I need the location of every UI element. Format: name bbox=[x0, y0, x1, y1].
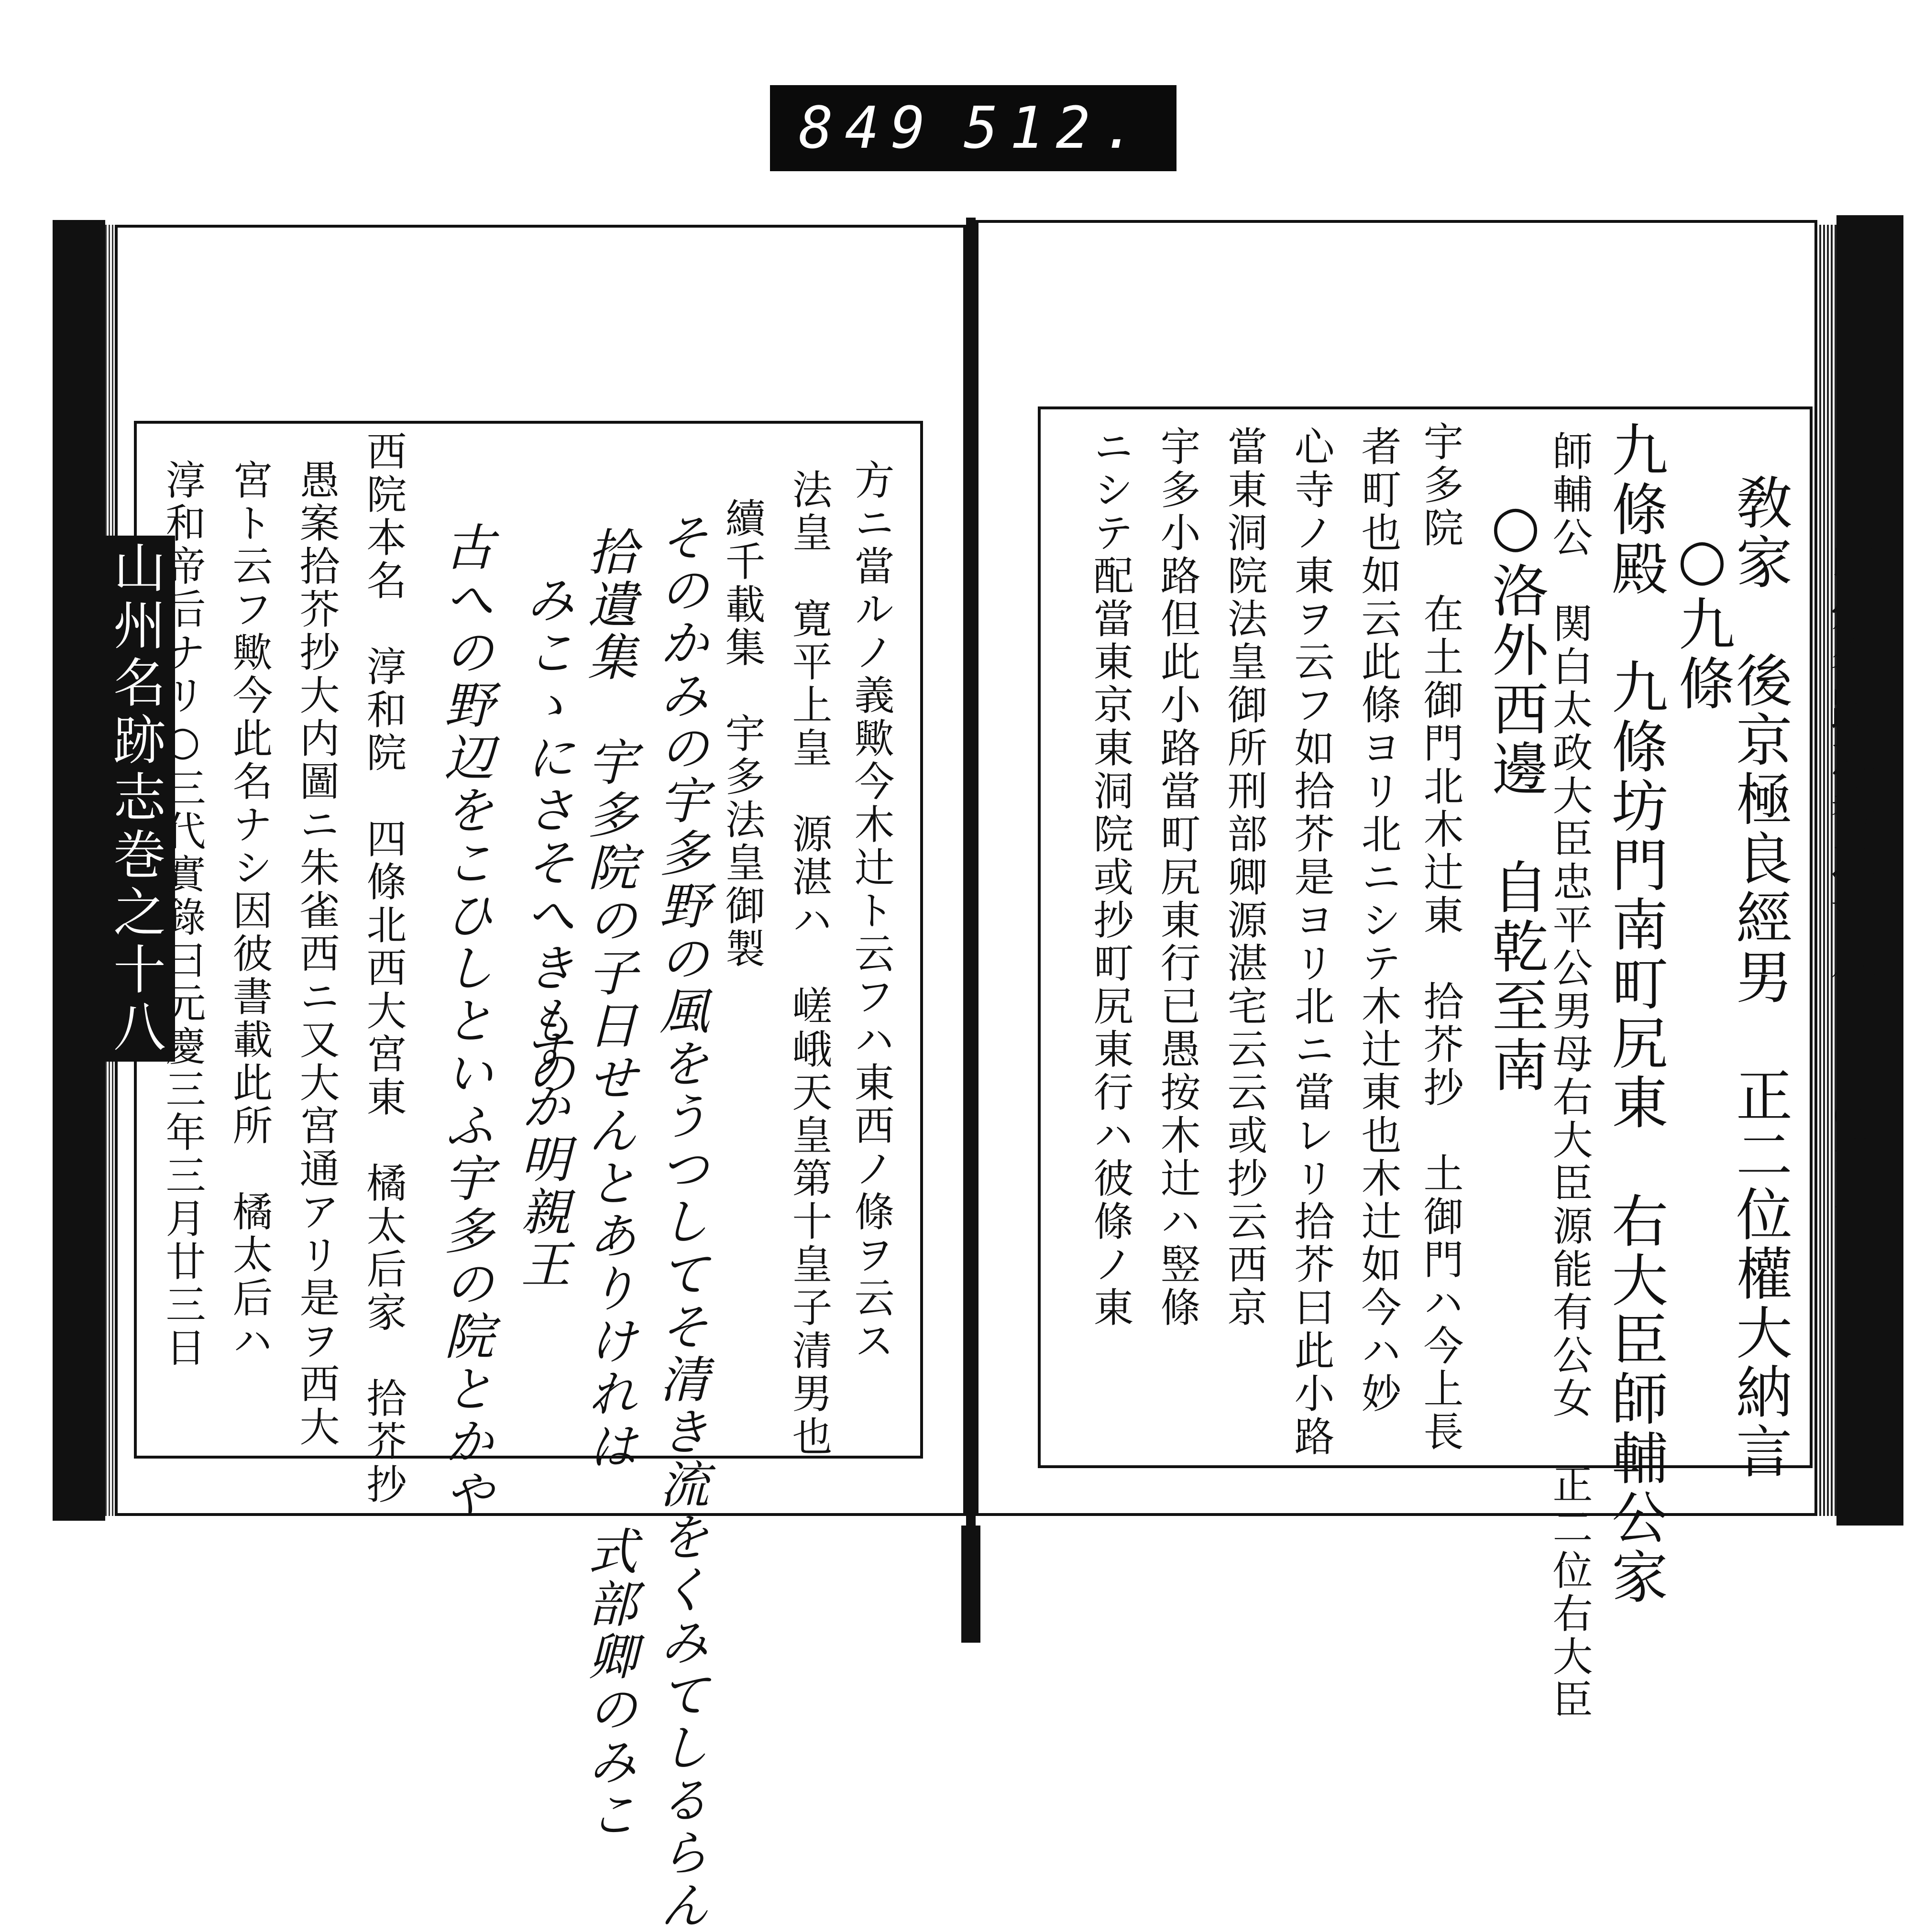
left-column-5: 拾遺集 宇多院の子日せんとありけれは 式部卿のみこ bbox=[579, 526, 638, 1841]
right-running-title: 山州名跡志巻之十八 bbox=[1823, 536, 1877, 983]
right-column-9: 當東洞院法皇御所刑部卿源湛宅云云或抄云西京 bbox=[1221, 426, 1268, 1329]
left-column-7: すか明親王 bbox=[512, 1028, 571, 1291]
left-column-3: 續千載集 宇多法皇御製 bbox=[719, 497, 766, 971]
catalog-number-right: 512. bbox=[964, 95, 1148, 162]
left-column-6: みこゝにさそへきもの bbox=[517, 574, 575, 1100]
right-column-3: 九條殿 九條坊門南町尻東 右大臣師輔公家 bbox=[1602, 421, 1668, 1607]
left-column-9: 西院本名 淳和院 四條北西大宮東 橘太后家 拾芥抄 bbox=[360, 430, 407, 1506]
catalog-number-plate bbox=[770, 85, 1176, 171]
book-gutter bbox=[966, 218, 976, 1643]
left-column-1: 方ニ當ルノ義歟今木辻ト云フハ東西ノ條ヲ云ス bbox=[848, 459, 895, 1363]
right-column-4: 師輔公 関白太政大臣忠平公男母右大臣源能有公女 正二位右大臣 bbox=[1546, 430, 1593, 1722]
right-column-10: 宇多小路但此小路當町尻東行已愚按木辻ハ竪條 bbox=[1154, 426, 1201, 1329]
right-column-2: ○九條 bbox=[1669, 526, 1735, 714]
right-column-8: 心寺ノ東ヲ云フ如拾芥是ヨリ北ニ當レリ拾芥曰此小路 bbox=[1288, 426, 1335, 1459]
left-column-12: 淳和帝后ナリ○三代實錄曰元慶三年三月廿三日 bbox=[159, 459, 206, 1370]
left-column-2: 法皇 寛平上皇 源湛ハ 嵯峨天皇第十皇子清男也 bbox=[786, 469, 833, 1459]
left-column-8: 古への野辺をこひしといふ宇多の院とかや bbox=[436, 521, 494, 1521]
left-column-10: 愚案拾芥抄大内圖ニ朱雀西ニ又大宮通アリ是ヲ西大 bbox=[293, 459, 340, 1449]
right-column-7: 者町也如云此條ヨリ北ニシテ木辻東也木辻如今ハ妙 bbox=[1355, 426, 1402, 1416]
right-column-5: ○洛外西邊 自乾至南 bbox=[1483, 493, 1549, 1095]
catalog-number-left: 849 bbox=[799, 95, 937, 162]
right-column-11: ニシテ配當東京東洞院或抄町尻東行ハ彼條ノ東 bbox=[1087, 426, 1134, 1329]
right-column-1: 敎家 後京極良經男 正二位權大納言 bbox=[1726, 473, 1792, 1482]
left-running-title: 山州名跡志巻之十八 bbox=[96, 536, 175, 1062]
left-column-11: 宮ト云フ歟今此名ナシ因彼書載此所 橘太后ハ bbox=[226, 459, 273, 1363]
gutter-tab bbox=[961, 1526, 980, 1643]
right-column-6: 宇多院 在土御門北木辻東 拾芥抄 土御門ハ今上長 bbox=[1417, 421, 1464, 1454]
right-folio: ○卅五 bbox=[1827, 1090, 1872, 1211]
left-column-4: そのかみの宇多野の風をうつしてそ清き流をくみてしるらん bbox=[651, 512, 709, 1932]
